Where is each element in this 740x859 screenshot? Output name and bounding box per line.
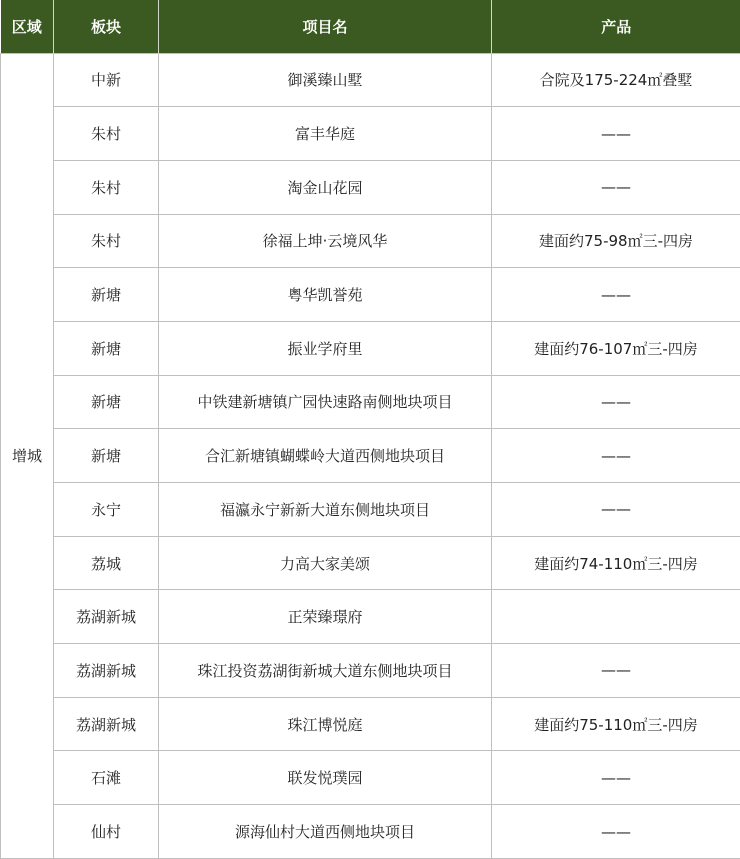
project-cell: 源海仙村大道西侧地块项目	[159, 805, 492, 859]
project-cell: 中铁建新塘镇广园快速路南侧地块项目	[159, 375, 492, 429]
project-cell: 珠江投资荔湖街新城大道东侧地块项目	[159, 644, 492, 698]
block-cell: 永宁	[54, 483, 159, 537]
project-cell: 珠江博悦庭	[159, 697, 492, 751]
block-cell: 荔湖新城	[54, 644, 159, 698]
project-cell: 富丰华庭	[159, 107, 492, 161]
table-row	[1, 697, 740, 751]
project-cell: 御溪臻山墅	[159, 53, 492, 107]
table-row	[1, 375, 740, 429]
block-cell: 朱村	[54, 107, 159, 161]
block-cell: 新塘	[54, 321, 159, 375]
block-cell: 朱村	[54, 214, 159, 268]
project-cell: 徐福上坤·云境风华	[159, 214, 492, 268]
header-project: 项目名	[159, 0, 492, 53]
table-row	[1, 751, 740, 805]
product-cell: ——	[492, 751, 740, 805]
product-cell: ——	[492, 268, 740, 322]
project-cell: 粤华凯誉苑	[159, 268, 492, 322]
project-cell: 振业学府里	[159, 321, 492, 375]
block-cell: 石滩	[54, 751, 159, 805]
table-row	[1, 107, 740, 161]
block-cell: 新塘	[54, 375, 159, 429]
block-cell: 荔湖新城	[54, 590, 159, 644]
product-cell: 合院及175-224㎡叠墅	[492, 53, 740, 107]
table-row	[1, 214, 740, 268]
table-row	[1, 483, 740, 537]
product-cell: ——	[492, 107, 740, 161]
table-row	[1, 160, 740, 214]
header-product: 产品	[492, 0, 740, 53]
header-region: 区域	[1, 0, 54, 53]
block-cell: 新塘	[54, 429, 159, 483]
table-header	[1, 0, 740, 53]
header-row	[1, 0, 740, 53]
project-cell: 福瀛永宁新新大道东侧地块项目	[159, 483, 492, 537]
table-body	[1, 53, 740, 859]
table-row	[1, 536, 740, 590]
project-cell: 联发悦璞园	[159, 751, 492, 805]
block-cell: 中新	[54, 53, 159, 107]
product-cell: 建面约74-110㎡三-四房	[492, 536, 740, 590]
block-cell: 荔湖新城	[54, 697, 159, 751]
block-cell: 新塘	[54, 268, 159, 322]
product-cell: ——	[492, 429, 740, 483]
project-cell: 合汇新塘镇蝴蝶岭大道西侧地块项目	[159, 429, 492, 483]
project-cell: 正荣臻璟府	[159, 590, 492, 644]
product-cell	[492, 590, 740, 644]
product-cell: ——	[492, 160, 740, 214]
project-cell: 淘金山花园	[159, 160, 492, 214]
product-cell: ——	[492, 644, 740, 698]
table-row	[1, 53, 740, 107]
product-cell: 建面约75-110㎡三-四房	[492, 697, 740, 751]
table-row	[1, 590, 740, 644]
product-cell: 建面约76-107㎡三-四房	[492, 321, 740, 375]
block-cell: 荔城	[54, 536, 159, 590]
table-row	[1, 321, 740, 375]
product-cell: ——	[492, 375, 740, 429]
product-cell: 建面约75-98㎡三-四房	[492, 214, 740, 268]
product-cell: ——	[492, 805, 740, 859]
table-row	[1, 644, 740, 698]
project-cell: 力高大家美颂	[159, 536, 492, 590]
product-cell: ——	[492, 483, 740, 537]
table-row	[1, 268, 740, 322]
block-cell: 仙村	[54, 805, 159, 859]
region-cell: 增城	[1, 53, 54, 859]
table-row	[1, 429, 740, 483]
header-block: 板块	[54, 0, 159, 53]
table-row	[1, 805, 740, 859]
block-cell: 朱村	[54, 160, 159, 214]
